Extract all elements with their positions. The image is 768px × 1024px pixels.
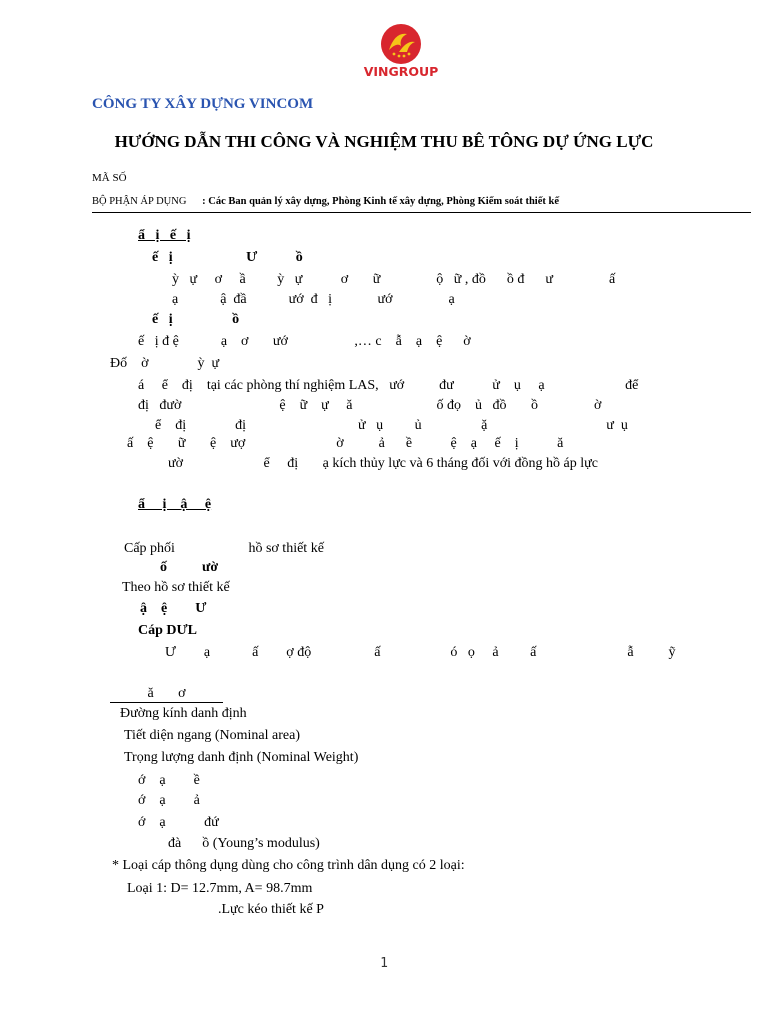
section-heading-2: ẩ ị ậ ệ [138, 497, 212, 512]
body-line: á ể đị tại các phòng thí nghiệm LAS, ướ đư ử ụ ạ để [138, 378, 639, 393]
body-line: ườ ể đị ạ kích thủy lực và 6 tháng đối với đồng hồ áp lực [168, 456, 598, 471]
code-label: MÃ SỐ [92, 172, 127, 184]
note-line: * Loại cáp thông dụng dùng cho công trình dân dụng có 2 loại: [112, 858, 465, 873]
body-line: ế ị ồ [152, 312, 240, 327]
body-line: Cấp phối hồ sơ thiết kế [124, 541, 324, 556]
cable-type-1: Loại 1: D= 12.7mm, A= 98.7mm [127, 881, 313, 896]
body-line: ố ườ [160, 560, 219, 575]
property-line: đà ồ (Young’s modulus) [168, 836, 320, 851]
body-line: ỳ ự ơ ầ ỳ ự ơ ữ ộ ữ , đồ ồ đ ư ấ [172, 272, 616, 287]
body-line: Ư ạ ấ ợ độ ấ ó ọ ả ấ ẫ ỹ [165, 645, 676, 660]
cable-heading: Cáp DƯL [138, 623, 197, 638]
body-line: Theo hồ sơ thiết kế [122, 580, 230, 595]
document-title: HƯỚNG DẪN THI CÔNG VÀ NGHIỆM THU BÊ TÔNG DỰ ỨNG LỰC [114, 132, 654, 151]
page-number: 1 [380, 956, 388, 971]
property-line: ớ ạ ề [138, 773, 200, 788]
property-line: Đường kính danh định [120, 706, 247, 721]
force-line: .Lực kéo thiết kế P [218, 902, 324, 917]
property-line: ớ ạ ả [138, 793, 200, 808]
header-divider [92, 212, 751, 213]
body-line: đị đườ ệ ữ ự ă ố đọ ủ đồ ồ ờ [138, 398, 602, 413]
body-line: ậ ệ Ư [140, 601, 207, 616]
department-value: : Các Ban quản lý xây dựng, Phòng Kinh tế xây dựng, Phòng Kiểm soát thiết kế [202, 196, 559, 207]
property-line: Trọng lượng danh định (Nominal Weight) [124, 750, 359, 765]
property-line: Tiết diện ngang (Nominal area) [124, 728, 300, 743]
body-line: ể đị đị ử ụ ủ ặ ư ụ [155, 418, 628, 433]
department-line [92, 196, 559, 207]
section-heading-1: ẩ ị ế ị [138, 228, 191, 243]
company-name: CÔNG TY XÂY DỰNG VINCOM [92, 96, 314, 112]
body-line: ế ị Ư ồ [152, 250, 303, 265]
vingroup-logo [355, 22, 447, 80]
department-label: BỘ PHẬN ÁP DỤNG [92, 196, 187, 207]
section-heading-3: ă ơ [110, 686, 223, 703]
logo-wordmark: VINGROUP [363, 64, 439, 79]
body-line: Đố ờ ỳ ự [110, 356, 220, 371]
body-line: ế ị đ ệ ạ ơ ướ ,… c ẫ ạ ệ ờ [138, 334, 471, 349]
body-line: ấ ệ ữ ệ ượ ờ ả ề ệ ạ ế ị ă [127, 436, 564, 451]
body-line: ạ ậ đầ ướ đ ị ướ ạ [172, 292, 455, 307]
property-line: ớ ạ đứ [138, 815, 219, 830]
